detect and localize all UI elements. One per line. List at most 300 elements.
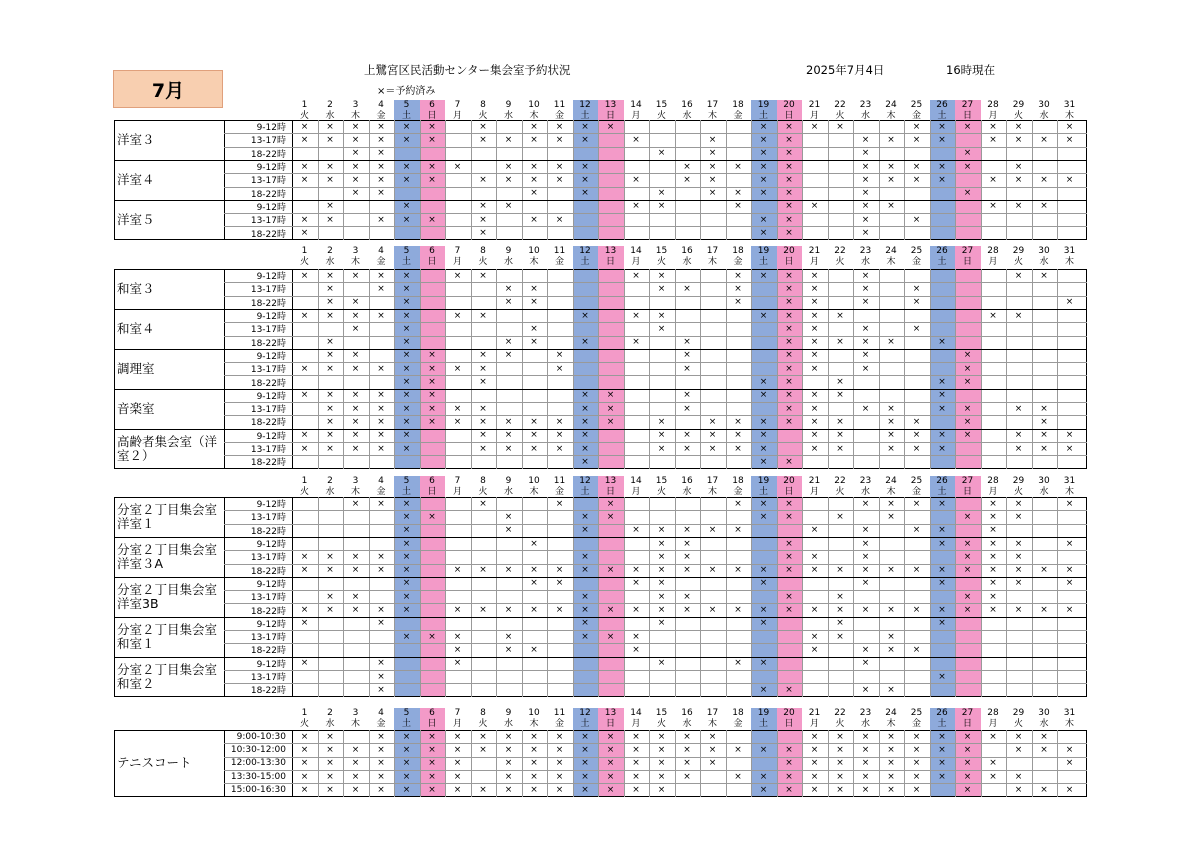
reserved-mark: × <box>530 337 538 348</box>
reserved-mark: × <box>785 416 793 427</box>
reserved-mark: × <box>326 403 334 414</box>
reserved-mark: × <box>657 578 666 589</box>
reserved-mark: × <box>351 390 360 401</box>
reserved-mark: × <box>683 551 691 562</box>
reserved-mark: × <box>810 201 819 212</box>
weekday-label: 木 <box>1064 257 1074 267</box>
reserved-mark: × <box>989 134 997 145</box>
reserved-mark: × <box>759 578 768 589</box>
reserved-mark: × <box>657 591 666 602</box>
reserved-mark: × <box>1014 443 1023 454</box>
column-divider <box>828 120 829 240</box>
reserved-mark: × <box>861 323 870 334</box>
reserved-mark: × <box>963 403 972 414</box>
day-number: 6 <box>429 476 435 486</box>
day-number: 17 <box>706 246 719 256</box>
weekday-label: 火 <box>1013 719 1023 729</box>
reserved-mark: × <box>351 591 360 602</box>
weekday-label: 火 <box>656 257 666 267</box>
reserved-mark: × <box>530 784 538 795</box>
reserved-mark: × <box>887 605 895 616</box>
reserved-mark: × <box>1014 565 1023 576</box>
reserved-mark: × <box>402 403 411 414</box>
day-number: 10 <box>528 708 540 718</box>
time-slot-label: 18-22時 <box>250 149 286 160</box>
reserved-mark: × <box>555 430 564 441</box>
reserved-mark: × <box>606 771 615 782</box>
column-divider <box>522 497 523 697</box>
reserved-mark: × <box>377 684 385 695</box>
reserved-mark: × <box>836 511 844 522</box>
reserved-mark: × <box>632 134 640 145</box>
reserved-mark: × <box>1014 744 1023 755</box>
reserved-mark: × <box>938 134 946 145</box>
reserved-mark: × <box>810 525 819 536</box>
reserved-mark: × <box>989 538 997 549</box>
reserved-mark: × <box>1040 605 1048 616</box>
weekday-label: 木 <box>886 111 896 121</box>
reserved-mark: × <box>861 551 870 562</box>
weekday-label: 水 <box>325 257 335 267</box>
day-number: 2 <box>327 246 333 256</box>
weekday-label: 土 <box>937 719 947 729</box>
reserved-mark: × <box>326 744 334 755</box>
day-number: 16 <box>681 246 693 256</box>
reserved-mark: × <box>657 658 666 669</box>
reserved-mark: × <box>759 188 768 199</box>
reserved-mark: × <box>657 538 666 549</box>
reserved-mark: × <box>1065 538 1074 549</box>
reserved-mark: × <box>785 297 793 308</box>
reserved-mark: × <box>887 631 895 642</box>
reserved-mark: × <box>428 363 436 374</box>
day-number: 12 <box>579 476 591 486</box>
reserved-mark: × <box>759 498 768 509</box>
time-slot-label: 13-17時 <box>250 673 286 684</box>
reserved-mark: × <box>300 443 309 454</box>
day-number: 24 <box>885 246 897 256</box>
time-slot-label: 9-12時 <box>256 540 286 551</box>
day-number: 7 <box>454 708 461 718</box>
reserved-mark: × <box>810 731 819 742</box>
reserved-mark: × <box>861 283 870 294</box>
weekday-label: 土 <box>580 487 590 497</box>
weekday-label: 月 <box>809 111 819 121</box>
reserved-mark: × <box>912 784 921 795</box>
reserved-mark: × <box>963 565 972 576</box>
reserved-mark: × <box>683 350 691 361</box>
reserved-mark: × <box>1014 731 1023 742</box>
reserved-mark: × <box>581 174 589 185</box>
weekday-label: 火 <box>299 719 309 729</box>
reserved-mark: × <box>300 390 309 401</box>
reserved-mark: × <box>300 758 309 769</box>
reserved-mark: × <box>810 416 819 427</box>
reserved-mark: × <box>683 403 691 414</box>
reserved-mark: × <box>326 443 334 454</box>
reserved-mark: × <box>581 188 589 199</box>
weekday-label: 木 <box>707 719 717 729</box>
weekday-label: 金 <box>733 111 743 121</box>
time-slot-label: 13-17時 <box>250 445 286 456</box>
reserved-mark: × <box>963 551 972 562</box>
reserved-mark: × <box>810 631 819 642</box>
reserved-mark: × <box>428 403 436 414</box>
weekday-label: 月 <box>631 111 641 121</box>
reserved-mark: × <box>530 121 538 132</box>
reserved-mark: × <box>326 430 334 441</box>
day-number: 27 <box>961 100 974 110</box>
reserved-mark: × <box>479 134 487 145</box>
reserved-mark: × <box>632 174 640 185</box>
weekday-label: 月 <box>631 487 641 497</box>
time-slot-label: 9-12時 <box>256 431 286 442</box>
reserved-mark: × <box>785 214 793 225</box>
reserved-mark: × <box>657 565 666 576</box>
reserved-mark: × <box>1065 578 1074 589</box>
reserved-mark: × <box>504 771 513 782</box>
day-number: 24 <box>885 476 897 486</box>
reserved-mark: × <box>555 161 564 172</box>
reserved-mark: × <box>402 551 411 562</box>
reserved-mark: × <box>351 323 360 334</box>
weekday-label: 水 <box>325 487 335 497</box>
reserved-mark: × <box>530 214 538 225</box>
day-number: 7 <box>454 476 461 486</box>
reserved-mark: × <box>555 350 564 361</box>
reserved-mark: × <box>632 337 640 348</box>
weekday-label: 木 <box>529 487 539 497</box>
reserved-mark: × <box>1040 744 1048 755</box>
weekday-label: 土 <box>580 257 590 267</box>
reserved-mark: × <box>351 784 360 795</box>
reserved-mark: × <box>861 148 870 159</box>
column-divider <box>981 269 982 469</box>
weekday-label: 土 <box>401 111 411 121</box>
weekday-label: 土 <box>580 111 590 121</box>
reserved-mark: × <box>836 605 844 616</box>
reserved-mark: × <box>759 161 768 172</box>
day-number: 29 <box>1012 100 1025 110</box>
day-number: 1 <box>301 246 308 256</box>
reserved-mark: × <box>453 658 462 669</box>
reserved-mark: × <box>759 565 768 576</box>
column-divider <box>726 730 727 797</box>
reserved-mark: × <box>759 456 768 467</box>
reserved-mark: × <box>836 443 844 454</box>
room-name: 高齢者集会室（洋室２） <box>117 433 218 463</box>
weekday-label: 土 <box>401 487 411 497</box>
reserved-mark: × <box>785 498 793 509</box>
day-number: 7 <box>454 246 461 256</box>
reserved-mark: × <box>377 416 385 427</box>
reserved-mark: × <box>504 644 513 655</box>
reserved-mark: × <box>402 121 411 132</box>
reserved-mark: × <box>1065 758 1074 769</box>
reserved-mark: × <box>887 684 895 695</box>
reserved-mark: × <box>836 310 844 321</box>
reserved-mark: × <box>657 443 666 454</box>
reserved-mark: × <box>326 551 334 562</box>
reserved-mark: × <box>912 416 921 427</box>
reserved-mark: × <box>581 525 589 536</box>
time-slot-label: 18-22時 <box>250 458 286 469</box>
reserved-mark: × <box>402 283 411 294</box>
weekday-label: 火 <box>478 257 488 267</box>
reserved-mark: × <box>377 148 385 159</box>
reserved-mark: × <box>300 731 309 742</box>
weekday-label: 火 <box>1013 487 1023 497</box>
reserved-mark: × <box>300 134 309 145</box>
reserved-mark: × <box>683 538 691 549</box>
reserved-mark: × <box>1040 430 1048 441</box>
weekday-label: 水 <box>325 111 335 121</box>
weekday-label: 月 <box>631 719 641 729</box>
reserved-mark: × <box>759 658 768 669</box>
reserved-mark: × <box>963 744 972 755</box>
day-number: 30 <box>1038 100 1050 110</box>
weekday-label: 水 <box>860 257 870 267</box>
reserved-mark: × <box>402 591 411 602</box>
reserved-mark: × <box>963 188 972 199</box>
reserved-mark: × <box>479 744 487 755</box>
reserved-mark: × <box>504 297 513 308</box>
weekday-label: 月 <box>452 111 462 121</box>
reserved-mark: × <box>963 161 972 172</box>
day-number: 22 <box>834 100 846 110</box>
room-name: 洋室５ <box>117 211 155 227</box>
reserved-mark: × <box>402 605 411 616</box>
weekday-label: 月 <box>809 257 819 267</box>
reserved-mark: × <box>836 631 844 642</box>
time-slot-label: 13-17時 <box>250 176 286 187</box>
reserved-mark: × <box>887 511 895 522</box>
reserved-mark: × <box>989 731 997 742</box>
reserved-mark: × <box>938 498 946 509</box>
reserved-mark: × <box>555 214 564 225</box>
time-slot-label: 9:00-10:30 <box>236 731 286 742</box>
weekday-label: 土 <box>758 719 768 729</box>
time-slot-label: 15:00-16:30 <box>230 784 286 795</box>
day-number: 25 <box>910 100 923 110</box>
weekday-label: 金 <box>554 719 564 729</box>
reserved-mark: × <box>657 618 666 629</box>
day-number: 30 <box>1038 246 1050 256</box>
room-name: 分室２丁目集会室和室２ <box>117 661 218 691</box>
reserved-mark: × <box>377 390 385 401</box>
reserved-mark: × <box>632 310 640 321</box>
day-number: 14 <box>630 708 642 718</box>
reserved-mark: × <box>810 297 819 308</box>
reserved-mark: × <box>734 443 742 454</box>
day-number: 7 <box>454 100 461 110</box>
weekday-label: 月 <box>452 257 462 267</box>
day-number: 15 <box>655 100 668 110</box>
reserved-mark: × <box>402 201 411 212</box>
room-name: 分室２丁目集会室和室１ <box>117 621 218 651</box>
reserved-mark: × <box>683 591 691 602</box>
reserved-mark: × <box>632 578 640 589</box>
reserved-mark: × <box>683 731 691 742</box>
row-divider <box>224 213 1087 214</box>
weekday-label: 木 <box>529 257 539 267</box>
weekday-label: 日 <box>962 257 972 267</box>
reserved-mark: × <box>938 671 946 682</box>
reserved-mark: × <box>632 731 640 742</box>
reserved-mark: × <box>785 605 793 616</box>
reserved-mark: × <box>963 538 972 549</box>
reserved-mark: × <box>1014 578 1023 589</box>
reserved-mark: × <box>657 744 666 755</box>
reserved-mark: × <box>453 161 462 172</box>
reserved-mark: × <box>887 565 895 576</box>
reserved-mark: × <box>453 270 462 281</box>
reserved-mark: × <box>989 201 997 212</box>
reserved-mark: × <box>402 744 411 755</box>
reserved-mark: × <box>402 731 411 742</box>
reserved-mark: × <box>326 201 334 212</box>
weekday-label: 火 <box>835 487 845 497</box>
reserved-mark: × <box>351 565 360 576</box>
reserved-mark: × <box>504 744 513 755</box>
reserved-mark: × <box>1014 174 1023 185</box>
reserved-mark: × <box>1065 784 1074 795</box>
reserved-mark: × <box>785 403 793 414</box>
reserved-mark: × <box>657 605 666 616</box>
reserved-mark: × <box>504 350 513 361</box>
reserved-mark: × <box>606 784 615 795</box>
reserved-mark: × <box>989 771 997 782</box>
day-number: 3 <box>352 708 359 718</box>
reserved-mark: × <box>759 430 768 441</box>
reserved-mark: × <box>759 771 768 782</box>
weekday-label: 土 <box>758 111 768 121</box>
weekday-label: 金 <box>733 487 743 497</box>
day-number: 18 <box>732 476 744 486</box>
reserved-mark: × <box>351 161 360 172</box>
reserved-mark: × <box>861 525 870 536</box>
day-number: 28 <box>987 100 999 110</box>
reserved-mark: × <box>810 758 819 769</box>
reserved-mark: × <box>861 684 870 695</box>
weekday-label: 月 <box>988 111 998 121</box>
reserved-mark: × <box>708 430 717 441</box>
reserved-mark: × <box>861 538 870 549</box>
reserved-mark: × <box>708 525 717 536</box>
reserved-mark: × <box>989 121 997 132</box>
reserved-mark: × <box>734 416 742 427</box>
weekday-label: 土 <box>758 257 768 267</box>
reserved-mark: × <box>861 363 870 374</box>
weekday-label: 火 <box>299 487 309 497</box>
column-divider <box>445 120 446 240</box>
reserved-mark: × <box>683 605 691 616</box>
reserved-mark: × <box>963 784 972 795</box>
day-number: 31 <box>1063 708 1076 718</box>
reserved-mark: × <box>453 644 462 655</box>
room-name: 和室３ <box>117 280 155 296</box>
reserved-mark: × <box>861 565 870 576</box>
reserved-mark: × <box>810 270 819 281</box>
reserved-mark: × <box>861 744 870 755</box>
reserved-mark: × <box>326 310 334 321</box>
reserved-mark: × <box>377 731 385 742</box>
reserved-mark: × <box>657 771 666 782</box>
reserved-mark: × <box>377 363 385 374</box>
reserved-mark: × <box>581 631 589 642</box>
column-divider <box>1032 497 1033 697</box>
reserved-mark: × <box>479 443 487 454</box>
day-number: 28 <box>987 476 999 486</box>
weekday-label: 日 <box>427 719 437 729</box>
reserved-mark: × <box>785 148 793 159</box>
reserved-mark: × <box>810 350 819 361</box>
reserved-mark: × <box>810 363 819 374</box>
reserved-mark: × <box>504 758 513 769</box>
day-number: 29 <box>1012 246 1025 256</box>
reserved-mark: × <box>708 731 717 742</box>
reserved-mark: × <box>530 297 538 308</box>
reserved-mark: × <box>785 390 793 401</box>
reserved-mark: × <box>887 403 895 414</box>
reserved-mark: × <box>377 121 385 132</box>
weekday-label: 金 <box>554 111 564 121</box>
reserved-mark: × <box>734 605 742 616</box>
row-divider <box>224 683 1087 684</box>
weekday-label: 水 <box>1039 487 1049 497</box>
reserved-mark: × <box>963 363 972 374</box>
reserved-mark: × <box>938 771 946 782</box>
reserved-mark: × <box>428 744 436 755</box>
reserved-mark: × <box>657 416 666 427</box>
reserved-mark: × <box>351 270 360 281</box>
reserved-mark: × <box>683 337 691 348</box>
reserved-mark: × <box>479 121 487 132</box>
reserved-mark: × <box>402 350 411 361</box>
day-number: 14 <box>630 476 642 486</box>
reserved-mark: × <box>504 784 513 795</box>
day-number: 16 <box>681 100 693 110</box>
reserved-mark: × <box>504 605 513 616</box>
day-number: 15 <box>655 708 668 718</box>
reserved-mark: × <box>785 538 793 549</box>
day-number: 5 <box>403 708 410 718</box>
reserved-mark: × <box>785 121 793 132</box>
reserved-mark: × <box>759 443 768 454</box>
weekday-label: 火 <box>835 111 845 121</box>
day-number: 25 <box>910 708 923 718</box>
reserved-mark: × <box>887 744 895 755</box>
reserved-mark: × <box>377 403 385 414</box>
weekday-label: 日 <box>605 111 615 121</box>
reserved-mark: × <box>1014 511 1023 522</box>
reserved-mark: × <box>504 283 513 294</box>
reserved-mark: × <box>1065 443 1074 454</box>
reserved-mark: × <box>708 161 717 172</box>
reserved-mark: × <box>708 416 717 427</box>
reserved-mark: × <box>938 390 946 401</box>
reserved-mark: × <box>632 605 640 616</box>
weekday-label: 金 <box>554 487 564 497</box>
day-number: 13 <box>604 476 617 486</box>
reserved-mark: × <box>300 270 309 281</box>
reserved-mark: × <box>683 161 691 172</box>
weekday-label: 木 <box>350 719 360 729</box>
weekday-label: 火 <box>299 257 309 267</box>
weekday-label: 火 <box>478 487 488 497</box>
reserved-mark: × <box>785 270 793 281</box>
reserved-mark: × <box>581 121 589 132</box>
